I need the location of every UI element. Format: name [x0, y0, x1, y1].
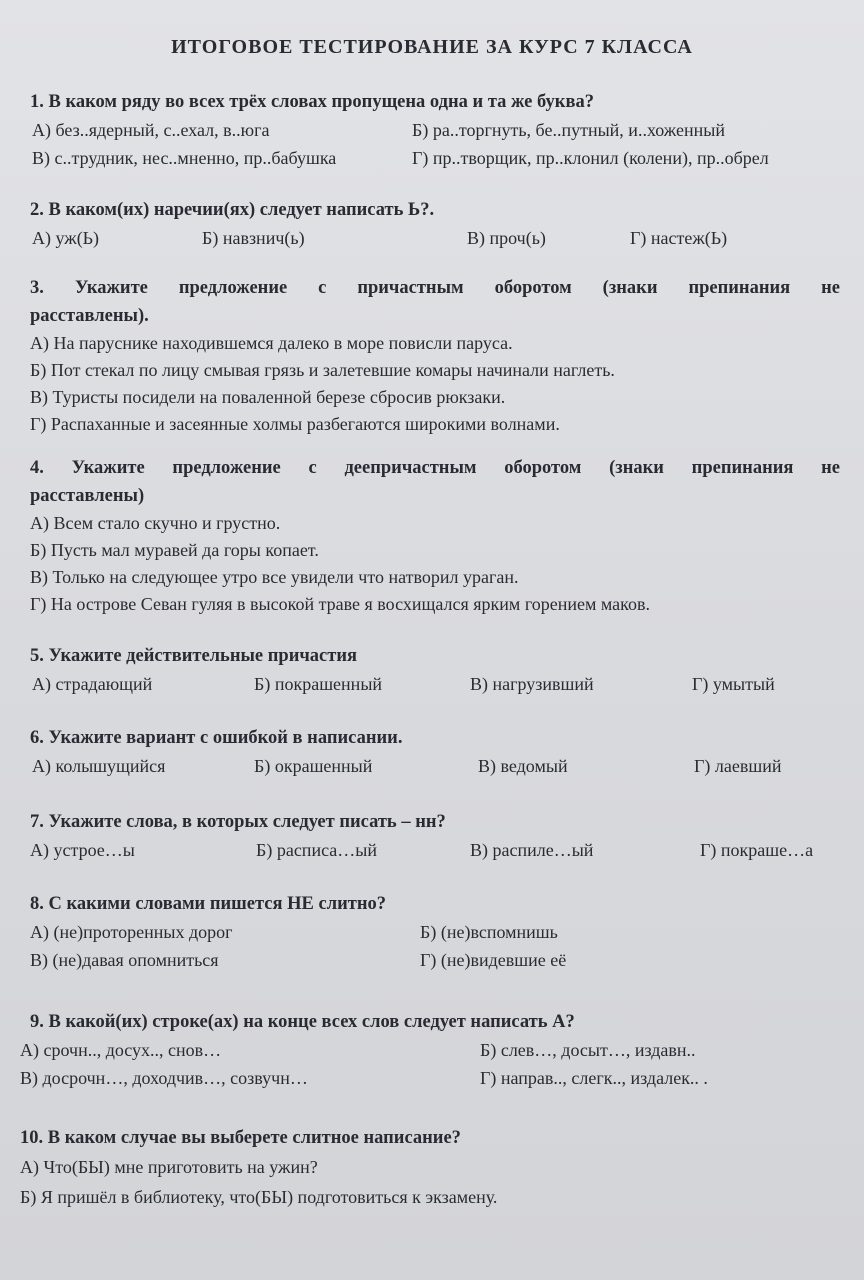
option-a: А) На паруснике находившемся далеко в море повисли паруса. — [30, 333, 513, 353]
option-a: А) срочн.., досух.., снов… — [20, 1040, 222, 1060]
option-g: Г) пр..творщик, пр..клонил (колени), пр..обрел — [412, 148, 769, 168]
option-g: Г) настеж(Ь) — [630, 228, 728, 248]
option-v: В) нагрузивший — [470, 674, 594, 694]
options-row — [20, 1064, 840, 1092]
question-text-cont: расставлены) — [30, 486, 145, 506]
option-a: А) Что(БЫ) мне приготовить на ужин? — [20, 1157, 318, 1177]
options-row — [30, 946, 840, 974]
option-b: Б) расписа…ый — [256, 840, 377, 860]
option-v: В) проч(ь) — [467, 228, 546, 248]
option-v: В) Только на следующее утро все увидели что натворил ураган. — [30, 567, 519, 587]
option-a: А) уж(Ь) — [32, 228, 100, 248]
question-text: 3. Укажите предложение с причастным оборотом (знаки препинания не — [30, 278, 840, 298]
options-row — [30, 918, 840, 946]
question-text: 7. Укажите слова, в которых следует писать – нн? — [30, 812, 446, 832]
question-10 — [20, 1124, 830, 1212]
option-b: Б) ра..торгнуть, бе..путный, и..хоженный — [412, 120, 725, 140]
question-4 — [30, 454, 840, 618]
question-text: 9. В какой(их) строке(ах) на конце всех слов следует написать А? — [30, 1012, 575, 1032]
option-g: Г) направ.., слегк.., издалек.. . — [480, 1068, 708, 1088]
option-a: А) (не)проторенных дорог — [30, 922, 233, 942]
option-b: Б) покрашенный — [254, 674, 383, 694]
options-row — [30, 144, 840, 172]
option-v: В) досрочн…, доходчив…, созвучн… — [20, 1068, 308, 1088]
question-5 — [30, 642, 840, 698]
option-v: В) (не)давая опомниться — [30, 950, 219, 970]
question-1 — [30, 88, 840, 172]
option-b: Б) навзнич(ь) — [202, 228, 305, 248]
option-v: В) Туристы посидели на поваленной березе сбросив рюкзаки. — [30, 387, 506, 407]
options-row — [30, 836, 840, 864]
options-row — [30, 224, 840, 252]
question-3 — [30, 274, 840, 438]
option-b: Б) Пот стекал по лицу смывая грязь и залетевшие комары начинали наглеть. — [30, 360, 615, 380]
option-g: Г) Распаханные и засеянные холмы разбегаются широкими волнами. — [30, 414, 560, 434]
option-v: В) распиле…ый — [470, 840, 594, 860]
option-g: Г) покраше…а — [700, 840, 814, 860]
option-v: В) с..трудник, нес..мненно, пр..бабушка — [32, 148, 337, 168]
question-text: 4. Укажите предложение с деепричастным оборотом (знаки препинания не — [30, 458, 840, 478]
question-2 — [30, 196, 840, 252]
options-row — [30, 670, 840, 698]
question-text: 10. В каком случае вы выберете слитное написание? — [20, 1128, 461, 1148]
options-row — [30, 752, 840, 780]
question-9 — [20, 1008, 840, 1092]
option-v: В) ведомый — [478, 756, 568, 776]
page-title: ИТОГОВОЕ ТЕСТИРОВАНИЕ ЗА КУРС 7 КЛАССА — [171, 36, 693, 58]
option-b: Б) окрашенный — [254, 756, 373, 776]
question-text: 2. В каком(их) наречии(ях) следует написать Ь?. — [30, 200, 435, 220]
option-a: А) без..ядерный, с..ехал, в..юга — [32, 120, 270, 140]
option-b: Б) Пусть мал муравей да горы копает. — [30, 540, 319, 560]
question-text-cont: расставлены). — [30, 306, 149, 326]
option-g: Г) На острове Севан гуляя в высокой траве я восхищался ярким горением маков. — [30, 594, 650, 614]
question-text: 1. В каком ряду во всех трёх словах пропущена одна и та же буква? — [30, 92, 594, 112]
options-row — [30, 116, 840, 144]
question-text: 5. Укажите действительные причастия — [30, 646, 358, 666]
option-a: А) страдающий — [32, 674, 153, 694]
option-b: Б) Я пришёл в библиотеку, что(БЫ) подготовиться к экзамену. — [20, 1187, 498, 1207]
option-a: А) устрое…ы — [30, 840, 135, 860]
option-a: А) Всем стало скучно и грустно. — [30, 513, 281, 533]
question-7 — [30, 808, 840, 864]
question-8 — [30, 890, 840, 974]
question-6 — [30, 724, 840, 780]
question-text: 6. Укажите вариант с ошибкой в написании. — [30, 728, 403, 748]
option-a: А) колышущийся — [32, 756, 166, 776]
question-text: 8. С какими словами пишется НЕ слитно? — [30, 894, 386, 914]
option-g: Г) умытый — [692, 674, 775, 694]
option-g: Г) (не)видевшие её — [420, 950, 567, 970]
option-g: Г) лаевший — [694, 756, 782, 776]
options-row — [20, 1036, 840, 1064]
option-b: Б) (не)вспомнишь — [420, 922, 558, 942]
option-b: Б) слев…, досыт…, издавн.. — [480, 1040, 696, 1060]
